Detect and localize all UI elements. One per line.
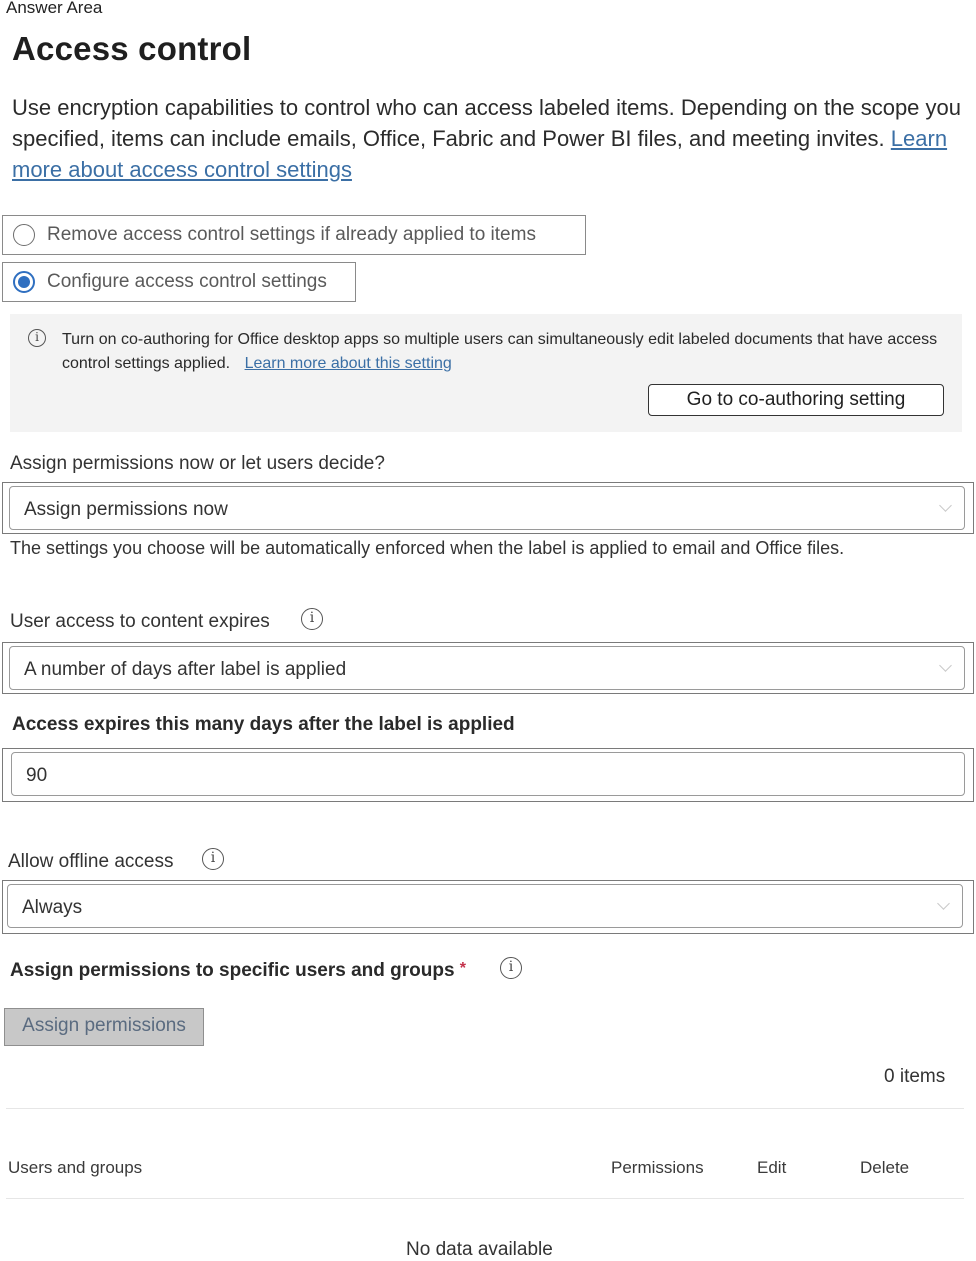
expiry-days-value: 90 bbox=[26, 765, 48, 786]
expiry-days-frame bbox=[2, 748, 974, 802]
required-mark: * bbox=[459, 960, 467, 977]
configure-settings-label: Configure access control settings bbox=[47, 271, 327, 292]
expiry-days-input[interactable] bbox=[11, 752, 965, 796]
assign-mode-helper: The settings you choose will be automatically enforced when the label is applied to email and Office files. bbox=[10, 538, 845, 558]
offline-frame bbox=[2, 880, 974, 934]
info-icon[interactable]: i bbox=[202, 848, 224, 870]
learn-more-access-link[interactable]: Learn more about access control settings bbox=[12, 126, 948, 182]
table-divider-top bbox=[6, 1108, 964, 1109]
radio-checked[interactable] bbox=[13, 271, 35, 293]
intro-description bbox=[12, 92, 962, 185]
coauthoring-info-panel bbox=[10, 314, 962, 432]
empty-state-text: No data available bbox=[406, 1239, 553, 1260]
assign-mode-dropdown[interactable] bbox=[9, 486, 965, 530]
column-header-delete[interactable]: Delete bbox=[860, 1158, 910, 1177]
intro-text: Use encryption capabilities to control who can access labeled items. Depending on the scope you specified, items can include emails, Office, Fabric and Power BI files, and meeting invites. bbox=[12, 95, 961, 151]
go-to-coauthoring-button[interactable]: Go to co-authoring setting bbox=[648, 384, 944, 416]
assign-mode-label: Assign permissions now or let users decide? bbox=[10, 453, 385, 474]
offline-value: Always bbox=[22, 897, 83, 918]
table-divider-bottom bbox=[6, 1198, 964, 1199]
chevron-down-icon bbox=[937, 897, 950, 910]
coauthoring-text: Turn on co-authoring for Office desktop apps so multiple users can simultaneously edit labeled documents that have access control settings applied. bbox=[62, 331, 938, 372]
expiry-days-label: Access expires this many days after the label is applied bbox=[12, 714, 515, 735]
page-title: Access control bbox=[12, 30, 252, 67]
column-header-users[interactable]: Users and groups bbox=[8, 1158, 143, 1177]
assign-permissions-button[interactable]: Assign permissions bbox=[4, 1008, 204, 1046]
radio-unchecked[interactable] bbox=[13, 224, 35, 246]
remove-settings-label: Remove access control settings if already applied to items bbox=[47, 224, 536, 245]
expiry-value: A number of days after label is applied bbox=[24, 659, 347, 680]
permissions-label-text: Assign permissions to specific users and groups bbox=[10, 960, 455, 981]
info-icon: i bbox=[28, 329, 46, 347]
items-count: 0 items bbox=[884, 1066, 946, 1087]
coauthoring-message bbox=[62, 328, 942, 376]
expiry-frame bbox=[2, 642, 974, 694]
learn-more-setting-link[interactable]: Learn more about this setting bbox=[244, 355, 452, 372]
chevron-down-icon bbox=[939, 659, 952, 672]
offline-dropdown[interactable] bbox=[7, 884, 963, 928]
configure-settings-option[interactable] bbox=[2, 262, 356, 302]
column-header-permissions[interactable]: Permissions bbox=[611, 1158, 704, 1177]
answer-area-label: Answer Area bbox=[6, 0, 103, 17]
permissions-label bbox=[10, 960, 466, 982]
assign-mode-frame bbox=[2, 482, 974, 534]
info-icon[interactable]: i bbox=[301, 608, 323, 630]
assign-mode-value: Assign permissions now bbox=[24, 499, 228, 520]
expiry-label: User access to content expires bbox=[10, 611, 270, 632]
offline-label: Allow offline access bbox=[8, 851, 174, 872]
remove-settings-option[interactable] bbox=[2, 215, 586, 255]
chevron-down-icon bbox=[939, 499, 952, 512]
expiry-dropdown[interactable] bbox=[9, 646, 965, 690]
column-header-edit[interactable]: Edit bbox=[757, 1158, 787, 1177]
info-icon[interactable]: i bbox=[500, 957, 522, 979]
